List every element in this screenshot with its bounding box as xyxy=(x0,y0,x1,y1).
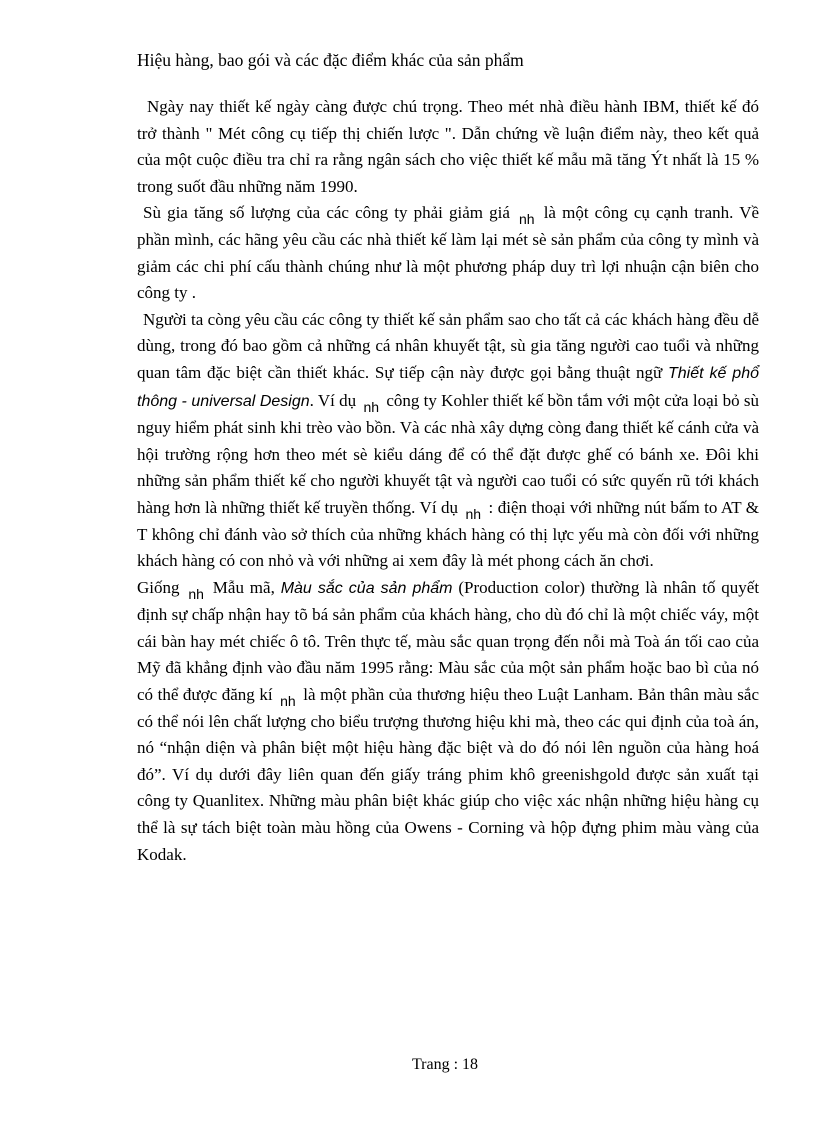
italic-term: Màu sắc của sản phẩm xyxy=(280,579,453,597)
nh-mark: nh xyxy=(188,585,204,602)
paragraph-text: Người ta còng yêu cầu các công ty thiết kế sản phẩm sao cho tất cả các khách hàng đều dễ dùng, trong đó bao gồm cả những cá nhân khuyết tật, sù gia tăng người cao tuổi và những quan tâm đặc biệt cần thiết khác. Sự tiếp cận này được gọi bằng thuật ngữ xyxy=(137,309,759,382)
paragraph-text: công ty Kohler thiết kế bồn tắm với một cửa loại bỏ sù nguy hiểm phát sinh khi trèo vào bồn. Và các nhà xây dựng còng đang thiết kế cánh cửa và hội trường rộng hơn theo mét sè kiểu dáng để có thể đặt được ghế có bánh xe. Đôi khi những sản phẩm thiết kế cho người khuyết tật và người cao tuổi có sức quyến rũ tới khách hàng hơn là những thiết kế truyền thống. Ví dụ xyxy=(137,390,760,517)
paragraph-text: : điện thoại với những nút bấm to AT & T không chỉ đánh vào sở thích của những khách hàng có thị lực yếu mà còn đối với những khách hàng có con nhỏ và với những ai xem đây là mét phong cách ăn chơi. xyxy=(137,497,760,571)
nh-mark: nh xyxy=(519,211,535,228)
paragraph-text: . Ví dụ xyxy=(309,390,357,410)
nh-mark: nh xyxy=(363,398,380,415)
paragraph-text: Mẫu mã, xyxy=(212,577,275,597)
document-body xyxy=(137,94,759,868)
paragraph-text: Giống xyxy=(137,577,180,597)
page-number-footer: Trang : 18 xyxy=(411,1056,479,1073)
paragraph-product-color xyxy=(137,575,759,869)
italic-term: Thiết kế phổ thông - universal Design xyxy=(137,364,759,410)
section-title: Hiệu hàng, bao gói và các đặc điểm khác của sản phẩm xyxy=(137,50,524,70)
nh-mark: nh xyxy=(465,505,482,522)
paragraph-text: Ngày nay thiết kế ngày càng được chú trọng. Theo mét nhà điều hành IBM, thiết kế đó trở thành " Mét công cụ tiếp thị chiến lược ". Dẫn chứng về luận điểm này, theo kết quả của một cuộc điều tra chỉ ra rằng ngân sách cho việc thiết kế mẫu mã tăng Ýt nhất là 15 % trong suốt đầu những năm 1990. xyxy=(137,97,759,196)
paragraph-text: Sù gia tăng số lượng của các công ty phải giảm giá xyxy=(143,203,510,223)
paragraph-universal-design xyxy=(137,307,759,575)
paragraph-text: là một phần của thương hiệu theo Luật Lanham. Bản thân màu sắc có thể nói lên chất lượng cho biểu trượng thương hiệu khi mà, theo các qui định của toà án, nó “nhận diện và phân biệt một hiệu hàng đặc biệt và do đó nói lên nguồn của hàng hoá đó”. Ví dụ dưới đây liên quan đến giấy tráng phim khô greenishgold được sản xuất tại công ty Quanlitex. Những màu phân biệt khác giúp cho việc xác nhận những hiệu hàng cụ thể là sự tách biệt toàn màu hồng của Owens - Corning và hộp đựng phim màu vàng của Kodak. xyxy=(137,685,759,864)
nh-mark: nh xyxy=(280,693,296,710)
paragraph-price-cut xyxy=(137,200,759,306)
paragraph-design-importance xyxy=(137,94,759,200)
paragraph-text: là một công cụ cạnh tranh. Về phần mình, các hãng yêu cầu các nhà thiết kế làm lại mét sè sản phẩm của công ty mình và giảm các chi phí cấu thành chúng như là một phương pháp duy trì lợi nhuận cận biên cho công ty . xyxy=(137,203,760,303)
paragraph-text: (Production color) thường là nhân tố quyết định sự chấp nhận hay tõ bá sản phẩm của khách hàng, cho dù đó chỉ là một chiếc váy, một cái bàn hay mét chiếc ô tô. Trên thực tế, màu sắc quan trọng đến nỗi mà Toà án tối cao của Mỹ đã khẳng định vào đầu năm 1995 rằng: Màu sắc của một sản phẩm hoặc bao bì của nó có thể được đăng kí xyxy=(137,577,760,705)
